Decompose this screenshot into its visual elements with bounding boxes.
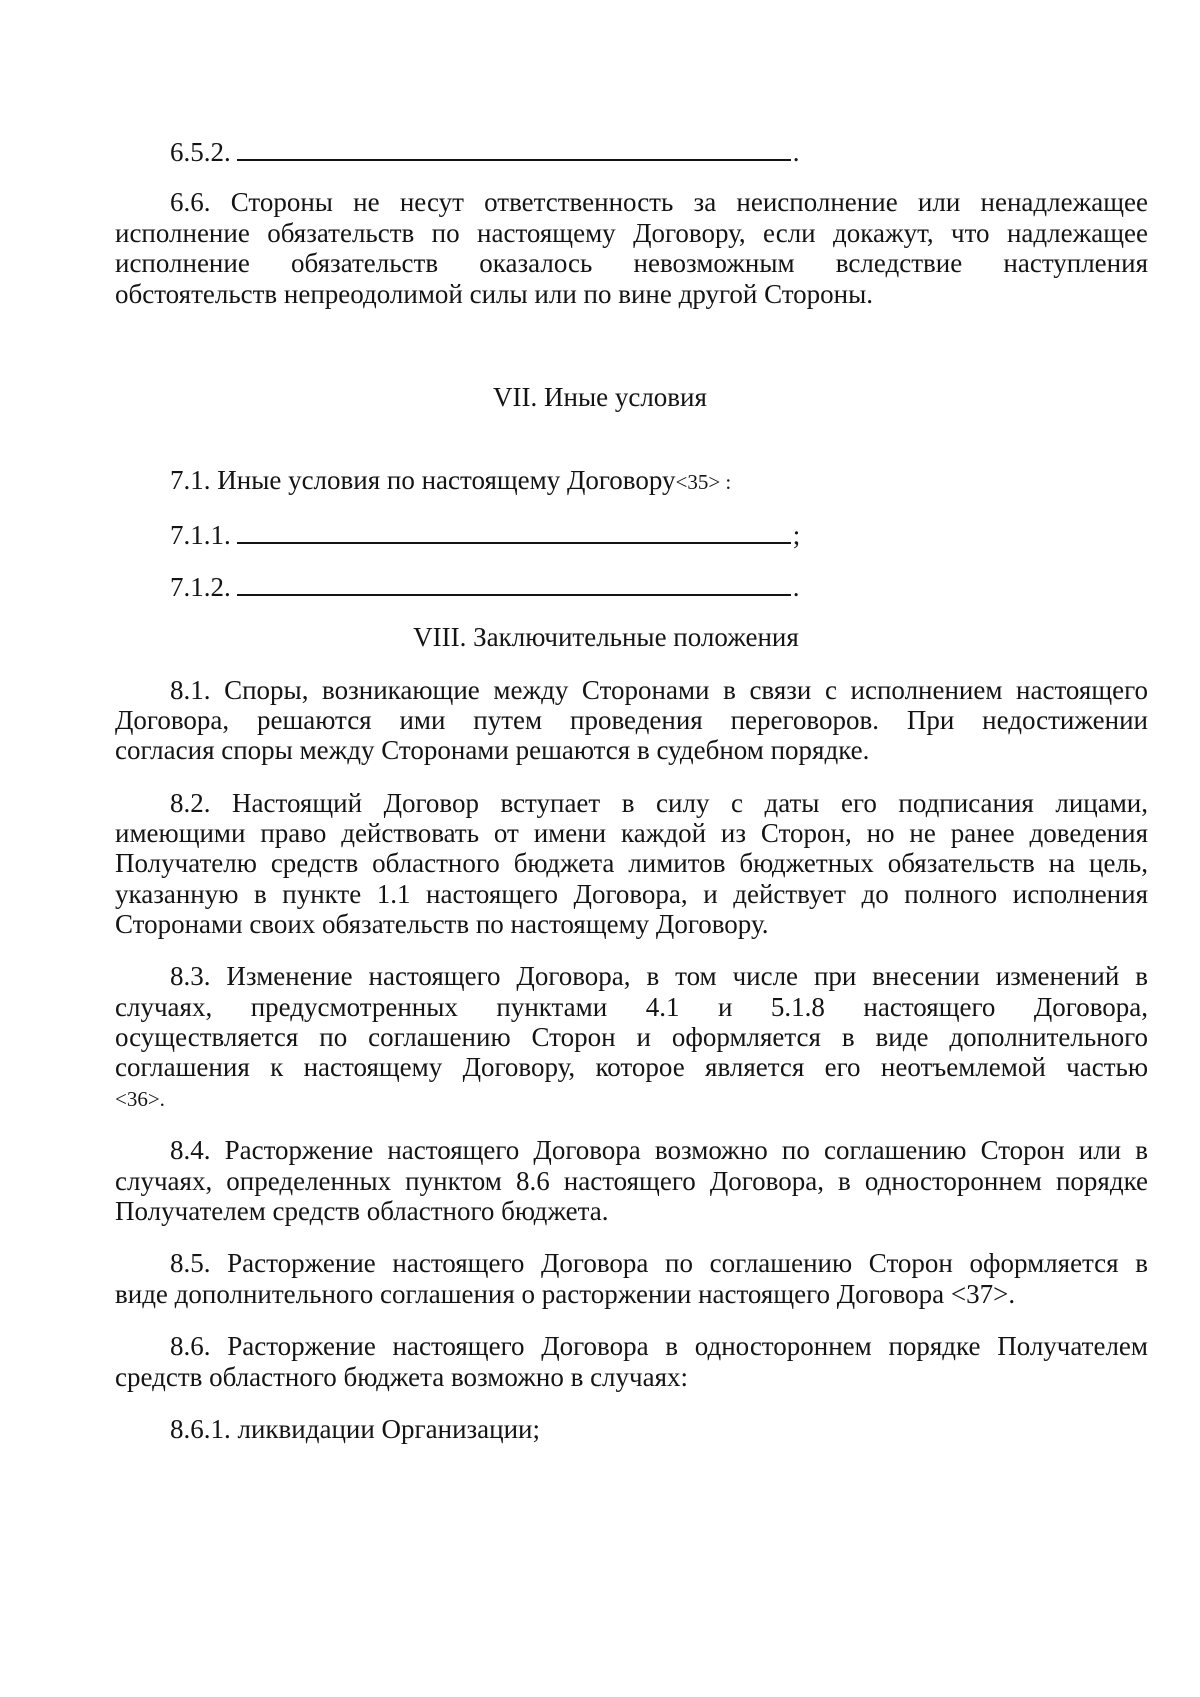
paragraph-line: согласия споры между Сторонами решаются в судебном порядке. — [115, 735, 870, 765]
fill-in-blank — [237, 518, 791, 544]
paragraph-line: Договора, решаются ими путем проведения переговоров. При недостижении — [115, 705, 1148, 735]
paragraph-line: 8.4. Расторжение настоящего Договора возможно по соглашению Сторон или в — [170, 1135, 1148, 1165]
footnote-ref: <36>. — [115, 1087, 165, 1111]
paragraph-line: случаях, предусмотренных пунктами 4.1 и 5.1.8 настоящего Договора, — [115, 992, 1148, 1022]
paragraph-line: Получателем средств областного бюджета. — [115, 1196, 609, 1226]
fill-in-blank — [237, 570, 791, 596]
paragraph-line: соглашения к настоящему Договору, которое является его неотъемлемой частью — [115, 1052, 1148, 1082]
paragraph-line: исполнение обязательств оказалось невозможным вследствие наступления — [115, 248, 1148, 278]
clause-text: 7.1. Иные условия по настоящему Договору — [170, 465, 676, 495]
paragraph-line — [115, 1081, 1148, 1114]
paragraph-line: Сторонами своих обязательств по настоящему Договору. — [115, 909, 769, 939]
paragraph-line: указанную в пункте 1.1 настоящего Договора, и действует до полного исполнения — [115, 879, 1148, 909]
clause-end-punct: . — [792, 137, 800, 167]
clause-end-punct: . — [792, 572, 800, 602]
clause-6-5-2 — [170, 135, 1148, 168]
clause-7-1-1 — [170, 518, 1148, 551]
footnote-ref: <35> : — [675, 470, 732, 494]
fill-in-blank — [237, 135, 791, 161]
clause-label: 6.5.2. — [170, 137, 231, 167]
paragraph-line: 8.1. Споры, возникающие между Сторонами в связи с исполнением настоящего — [170, 675, 1148, 705]
clause-7-1 — [170, 464, 1148, 497]
paragraph-line: имеющими право действовать от имени каждой из Сторон, но не ранее доведения — [115, 818, 1148, 848]
paragraph-line: 6.6. Стороны не несут ответственность за неисполнение или ненадлежащее — [170, 187, 1148, 217]
paragraph-line: Получателю средств областного бюджета лимитов бюджетных обязательств на цель, — [115, 848, 1148, 878]
clause-7-1-2 — [170, 570, 1148, 603]
paragraph-line: обстоятельств непреодолимой силы или по вине другой Стороны. — [115, 279, 874, 309]
paragraph-line: случаях, определенных пунктом 8.6 настоящего Договора, в одностороннем порядке — [115, 1166, 1148, 1196]
paragraph-line: исполнение обязательств по настоящему Договору, если докажут, что надлежащее — [115, 218, 1148, 248]
paragraph-line: 8.6. Расторжение настоящего Договора в одностороннем порядке Получателем — [170, 1331, 1148, 1361]
paragraph-line: виде дополнительного соглашения о расторжении настоящего Договора <37>. — [115, 1279, 1016, 1309]
paragraph-line: 8.5. Расторжение настоящего Договора по соглашению Сторон оформляется в — [170, 1248, 1148, 1278]
section-heading-8: VIII. Заключительные положения — [413, 622, 799, 652]
section-heading-7: VII. Иные условия — [493, 382, 707, 412]
paragraph-line: 8.2. Настоящий Договор вступает в силу с даты его подписания лицами, — [170, 788, 1148, 818]
paragraph-line: осуществляется по соглашению Сторон и оформляется в виде дополнительного — [115, 1022, 1148, 1052]
clause-label: 7.1.2. — [170, 572, 231, 602]
clause-end-punct: ; — [792, 520, 801, 550]
clause-8-6-1: 8.6.1. ликвидации Организации; — [170, 1414, 541, 1444]
paragraph-line: средств областного бюджета возможно в случаях: — [115, 1362, 689, 1392]
clause-label: 7.1.1. — [170, 520, 231, 550]
paragraph-line: 8.3. Изменение настоящего Договора, в том числе при внесении изменений в — [170, 961, 1148, 991]
